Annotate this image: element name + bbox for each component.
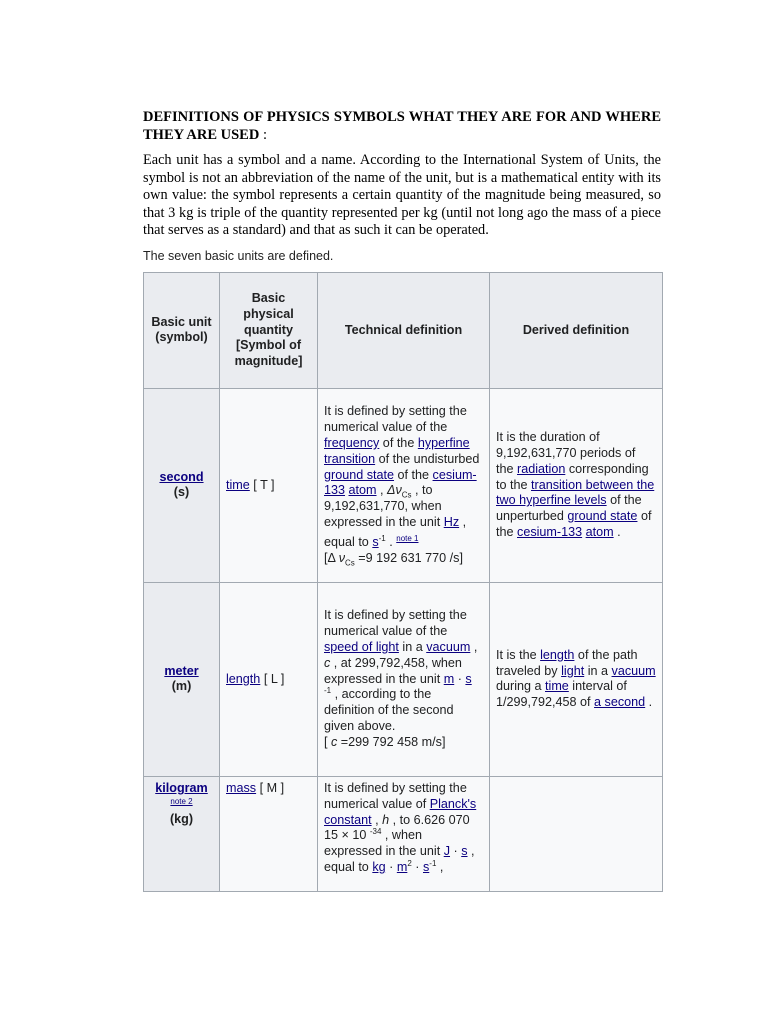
unit-link-second[interactable]: second	[159, 469, 204, 484]
link-m[interactable]: m	[396, 859, 408, 874]
text: interval of 1/299,792,458 of	[496, 679, 627, 710]
header-technical-definition: Technical definition	[318, 272, 490, 388]
units-table	[143, 272, 663, 892]
text: , at 299,792,458, when expressed in the unit	[324, 655, 462, 686]
text: in a	[398, 639, 427, 654]
text: of the	[379, 435, 418, 450]
text: .	[613, 524, 621, 539]
text: It is the duration of 9,192,631,770 periods of the	[496, 430, 636, 476]
unit-link-kilogram[interactable]: kilogram	[155, 780, 208, 795]
text: of the undisturbed	[375, 451, 480, 466]
text: of the path traveled by	[496, 647, 638, 678]
link-radiation[interactable]: radiation	[517, 461, 566, 476]
link-a-second[interactable]: a second	[594, 695, 646, 710]
symbol-delta-nu: Δν	[387, 483, 402, 498]
table-row-meter	[144, 582, 663, 776]
text: ,	[376, 483, 388, 498]
table-row-kilogram	[144, 776, 663, 891]
link-speed-of-light[interactable]: speed of light	[324, 639, 399, 654]
link-s[interactable]: s	[423, 859, 430, 874]
text: , to 6.626 070 15 × 10	[324, 812, 470, 843]
superscript-minus-one: -1	[429, 858, 437, 868]
symbol-h: h	[382, 812, 390, 827]
text: in a	[584, 663, 612, 678]
superscript-two: 2	[407, 858, 412, 868]
table-row-second	[144, 388, 663, 582]
link-atom[interactable]: atom	[585, 524, 614, 539]
table-header-row	[144, 272, 663, 388]
link-j[interactable]: J	[443, 844, 451, 859]
quantity-cell-kilogram	[220, 776, 318, 891]
unit-cell-second	[144, 388, 220, 582]
note-1-link[interactable]: note 1	[396, 533, 419, 543]
heading-text: DEFINITIONS OF PHYSICS SYMBOLS WHAT THEY ARE FOR AND WHERE THEY ARE USED	[143, 109, 661, 143]
text: , equal to	[324, 514, 467, 549]
quantity-link-time[interactable]: time	[226, 477, 250, 492]
unit-symbol-kilogram: (kg)	[169, 811, 194, 826]
link-vacuum[interactable]: vacuum	[611, 663, 656, 678]
quantity-symbol-length: [ L ]	[260, 671, 285, 686]
link-s[interactable]: s	[461, 844, 468, 859]
text: It is the	[496, 647, 541, 662]
technical-definition-second	[318, 388, 490, 582]
subscript-cs: Cs	[345, 558, 355, 568]
document-page	[143, 108, 661, 892]
text: It is defined by setting the numerical value of	[324, 780, 467, 811]
link-length[interactable]: length	[540, 647, 575, 662]
quantity-link-mass[interactable]: mass	[226, 780, 257, 795]
link-hyperfine-transition[interactable]: hyperfine transition	[324, 435, 470, 466]
text: , according to the definition of the second given above.	[324, 687, 454, 733]
text: ,	[371, 812, 383, 827]
derived-definition-kilogram	[490, 776, 663, 891]
unit-symbol-meter: (m)	[171, 679, 192, 694]
text: It is defined by setting the numerical value of the	[324, 608, 467, 639]
text: corresponding to the	[496, 461, 649, 492]
header-derived-definition: Derived definition	[490, 272, 663, 388]
unit-link-meter[interactable]: meter	[164, 663, 199, 678]
text: .	[385, 534, 397, 549]
body-paragraph: Each unit has a symbol and a name. According to the International System of Units, the symbol is not an abbreviation of the name of the unit, but is a mathematical entity with its own value: the symbol represents a certain quantity of the magnitude being measured, so that 3 kg is triple of the quantity represented per kg (until not long ago the mass of a piece that serves as a standard) and that as such it can be operated.	[143, 152, 661, 239]
header-physical-quantity: Basic physical quantity [Symbol of magnitude]	[220, 272, 318, 388]
link-frequency[interactable]: frequency	[324, 435, 380, 450]
superscript-minus-one: -1	[378, 533, 386, 543]
text: ,	[436, 859, 444, 874]
superscript-minus-34: -34	[369, 827, 382, 837]
derived-definition-meter	[490, 582, 663, 776]
unit-cell-kilogram	[144, 776, 220, 891]
text: during a	[496, 679, 546, 694]
symbol-nu: ν	[338, 550, 346, 565]
symbol-c: c	[324, 655, 331, 670]
technical-definition-kilogram	[318, 776, 490, 891]
text: ·	[454, 671, 466, 686]
link-transition-hyperfine-levels[interactable]: transition between the two hyperfine levels	[496, 477, 655, 508]
text: [	[324, 734, 331, 749]
link-hz[interactable]: Hz	[443, 514, 460, 529]
heading-colon: :	[262, 127, 267, 143]
symbol-c: c	[331, 734, 338, 749]
text: of the unperturbed	[496, 493, 642, 524]
quantity-cell-second	[220, 388, 318, 582]
link-s[interactable]: s	[372, 534, 379, 549]
text: It is defined by setting the numerical value of the	[324, 404, 467, 435]
link-s[interactable]: s	[465, 671, 472, 686]
superscript-minus-one: -1	[324, 686, 332, 696]
unit-symbol-second: (s)	[173, 485, 190, 500]
header-basic-unit: Basic unit (symbol)	[144, 272, 220, 388]
link-vacuum[interactable]: vacuum	[426, 639, 471, 654]
text: .	[645, 695, 653, 710]
link-ground-state[interactable]: ground state	[567, 509, 638, 524]
text: ·	[385, 859, 397, 874]
text: =9 192 631 770 /s]	[354, 550, 463, 565]
link-ground-state[interactable]: ground state	[324, 467, 395, 482]
intro-text: The seven basic units are defined.	[143, 248, 334, 263]
text: , when expressed in the unit	[324, 828, 444, 859]
link-cesium-133[interactable]: cesium-133	[324, 467, 477, 498]
quantity-symbol-mass: [ M ]	[256, 780, 285, 795]
link-kg[interactable]: kg	[372, 859, 386, 874]
link-light[interactable]: light	[561, 663, 585, 678]
derived-definition-second	[490, 388, 663, 582]
quantity-cell-meter	[220, 582, 318, 776]
link-time[interactable]: time	[545, 679, 569, 694]
text: of the	[496, 509, 652, 539]
text: of the	[394, 467, 433, 482]
text: , to 9,192,631,770, when expressed in the unit	[324, 483, 444, 529]
quantity-symbol-time: [ T ]	[249, 477, 275, 492]
text: ·	[411, 859, 423, 874]
text: [Δ	[324, 550, 339, 565]
text: ·	[450, 844, 462, 859]
quantity-link-length[interactable]: length	[226, 671, 261, 686]
text: =299 792 458 m/s]	[337, 734, 446, 749]
link-atom[interactable]: atom	[348, 483, 377, 498]
document-heading	[143, 108, 661, 144]
text: , equal to	[324, 844, 475, 874]
unit-cell-meter	[144, 582, 220, 776]
link-plancks-constant[interactable]: Planck's constant	[324, 796, 477, 827]
subscript-cs: Cs	[401, 490, 412, 500]
technical-definition-meter	[318, 582, 490, 776]
text: ,	[470, 639, 478, 654]
link-m[interactable]: m	[443, 671, 455, 686]
link-cesium-133[interactable]: cesium-133	[517, 524, 583, 539]
note-2-link[interactable]: note 2	[170, 796, 193, 806]
